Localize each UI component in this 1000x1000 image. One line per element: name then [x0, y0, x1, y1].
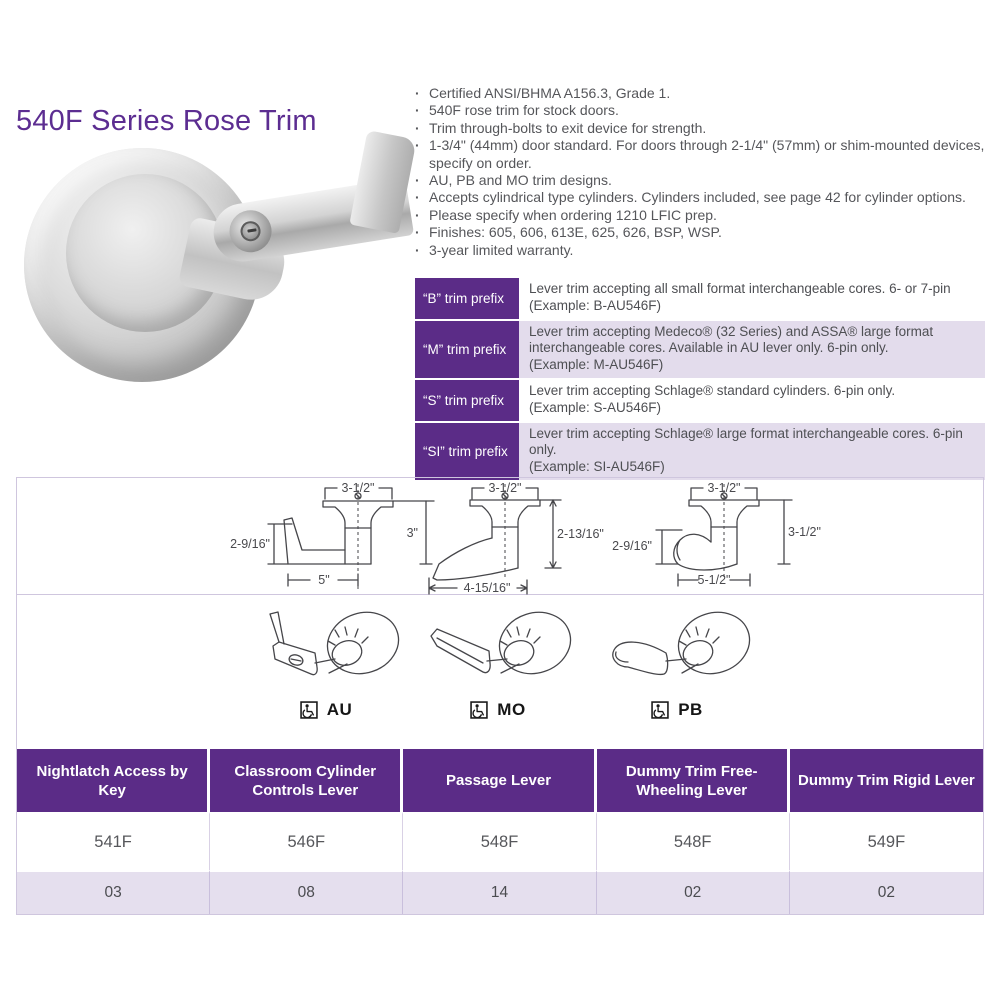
- mo-lever-drawing: [423, 601, 573, 693]
- pb-lever-drawing: [602, 601, 752, 693]
- mo-dimension-diagram: [417, 480, 617, 596]
- wheelchair-icon: [470, 701, 488, 719]
- dim-right-label: 3-1/2": [788, 525, 821, 539]
- function-code-cell: 03: [17, 870, 210, 914]
- wheelchair-icon: [300, 701, 318, 719]
- table-row: [415, 380, 985, 421]
- function-code-cell: 02: [790, 870, 983, 914]
- dim-left-label: 2-9/16": [612, 539, 652, 553]
- lever-style-figures: [17, 595, 983, 725]
- feature-item: · 3-year limited warranty.: [412, 242, 990, 259]
- column-header: Passage Lever: [403, 749, 596, 812]
- trim-prefix-cell: “SI” trim prefix: [415, 423, 519, 480]
- trim-prefix-cell: “B” trim prefix: [415, 278, 519, 319]
- trim-example-text: (Example: SI-AU546F): [529, 459, 665, 475]
- table-row: [415, 423, 985, 480]
- page-title: 540F Series Rose Trim: [16, 105, 317, 138]
- key-cylinder-image: [227, 207, 275, 255]
- feature-item: · 1-3/4" (44mm) door standard. For doors through 2-1/4" (57mm) or shim-mounted devices, specify on order.: [412, 137, 990, 172]
- dim-bottom-label: 5-1/2": [697, 573, 731, 587]
- product-detail-panel: [16, 477, 984, 915]
- lever-style-label: MO: [497, 700, 526, 719]
- feature-item: · Finishes: 605, 606, 613E, 625, 626, BSP, WSP.: [412, 224, 990, 241]
- model-number-cell: 549F: [790, 812, 983, 870]
- dim-top-label: 3-1/2": [488, 481, 522, 495]
- function-order-table: [17, 749, 983, 914]
- lever-figure-pb: [602, 601, 752, 720]
- dim-right-label: 2-13/16": [557, 527, 604, 541]
- trim-description-text: Lever trim accepting all small format interchangeable cores. 6- or 7-pin: [529, 281, 951, 296]
- trim-description-cell: [519, 278, 985, 319]
- table-row: [415, 278, 985, 319]
- model-number-cell: 541F: [17, 812, 210, 870]
- column-header: Dummy Trim Free-Wheeling Lever: [597, 749, 790, 812]
- lever-style-label: PB: [678, 700, 703, 719]
- dim-bottom-label: 4-15/16": [463, 581, 511, 595]
- feature-item: · Please specify when ordering 1210 LFIC prep.: [412, 207, 990, 224]
- pb-dimension-diagram: [602, 480, 827, 596]
- lever-figure-mo: [423, 601, 573, 720]
- dim-top-label: 3-1/2": [341, 481, 375, 495]
- function-code-cell: 02: [597, 870, 790, 914]
- au-dimension-diagram: [210, 480, 440, 596]
- dim-top-label: 3-1/2": [707, 481, 741, 495]
- trim-description-text: Lever trim accepting Schlage® large format interchangeable cores. 6-pin only.: [529, 425, 963, 458]
- model-number-cell: 548F: [403, 812, 596, 870]
- feature-item: · Certified ANSI/BHMA A156.3, Grade 1.: [412, 85, 990, 102]
- trim-example-text: (Example: M-AU546F): [529, 357, 664, 373]
- trim-example-text: (Example: B-AU546F): [529, 297, 662, 313]
- model-number-cell: 546F: [210, 812, 403, 870]
- column-header: Dummy Trim Rigid Lever: [790, 749, 983, 812]
- dim-left-label: 2-9/16": [230, 537, 270, 551]
- column-header: Classroom Cylinder Controls Lever: [210, 749, 403, 812]
- trim-prefix-cell: “S” trim prefix: [415, 380, 519, 421]
- au-lever-drawing: [251, 601, 401, 693]
- trim-description-cell: [519, 321, 985, 378]
- function-code-cell: 14: [403, 870, 596, 914]
- trim-example-text: (Example: S-AU546F): [529, 399, 662, 415]
- trim-prefix-table: [415, 278, 985, 482]
- feature-item: · AU, PB and MO trim designs.: [412, 172, 990, 189]
- feature-item: · Accepts cylindrical type cylinders. Cylinders included, see page 42 for cylinder options.: [412, 189, 990, 206]
- feature-item: · 540F rose trim for stock doors.: [412, 102, 990, 119]
- trim-description-text: Lever trim accepting Schlage® standard cylinders. 6-pin only.: [529, 382, 896, 398]
- feature-list: [412, 85, 990, 259]
- trim-description-text: Lever trim accepting Medeco® (32 Series) and ASSA® large format interchangeable cores. Available in AU lever only. 6-pin only.: [529, 323, 934, 356]
- model-number-cell: 548F: [597, 812, 790, 870]
- lever-figure-au: [251, 601, 401, 720]
- lever-style-label: AU: [326, 700, 353, 719]
- function-code-cell: 08: [210, 870, 403, 914]
- trim-description-cell: [519, 423, 985, 480]
- dimension-diagrams: [17, 478, 983, 595]
- wheelchair-icon: [651, 701, 669, 719]
- trim-prefix-cell: “M” trim prefix: [415, 321, 519, 378]
- dim-right-label: 3": [406, 526, 418, 540]
- feature-item: · Trim through-bolts to exit device for strength.: [412, 120, 990, 137]
- trim-description-cell: [519, 380, 985, 421]
- product-photo: [6, 130, 421, 410]
- column-header: Nightlatch Access by Key: [17, 749, 210, 812]
- dim-bottom-label: 5": [318, 573, 330, 587]
- table-row: [415, 321, 985, 378]
